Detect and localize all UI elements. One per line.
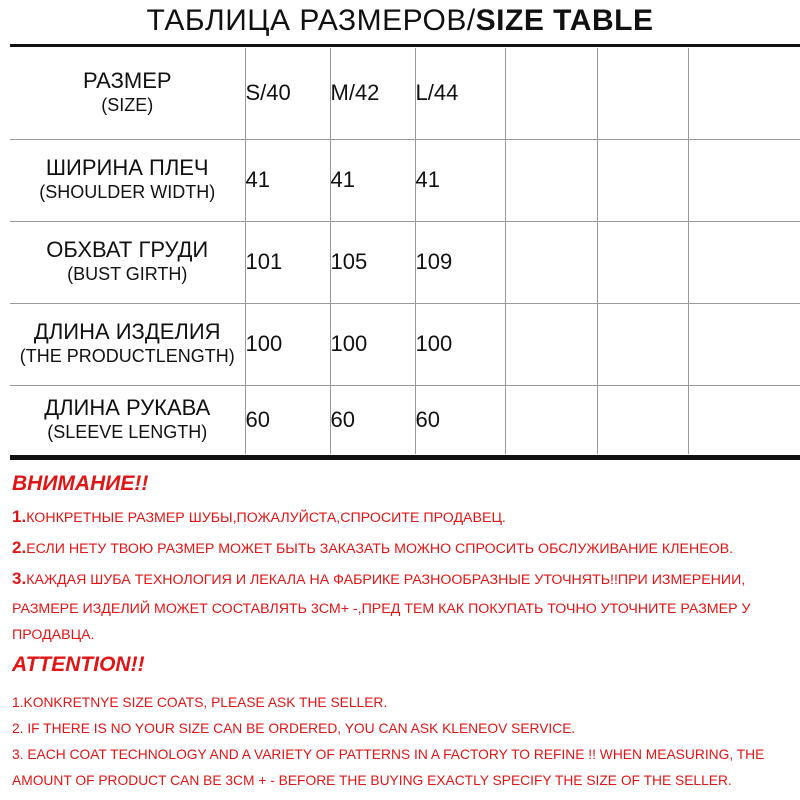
- size-header-cell: [10, 48, 245, 139]
- page-title: [0, 4, 800, 38]
- value-cell: 100: [415, 303, 505, 385]
- row-label: [10, 221, 245, 303]
- table-row: [10, 139, 800, 221]
- value-cell: 60: [415, 385, 505, 454]
- value-cell: 105: [330, 221, 415, 303]
- size-cell: [505, 48, 597, 139]
- notice-ru-num: 2.: [12, 538, 27, 557]
- notice-ru-text: КАЖДАЯ ШУБА ТЕХНОЛОГИЯ И ЛЕКАЛА НА ФАБРИКЕ РАЗНООБРАЗНЫЕ УТОЧНЯТЬ!!ПРИ ИЗМЕРЕНИИ,: [26, 572, 746, 588]
- notice-en-heading: ATTENTION!!: [12, 653, 145, 676]
- notice-en-line: AMOUNT OF PRODUCT CAN BE 3CM + - BEFORE THE BUYING EXACTLY SPECIFY THE SIZE OF THE SELLER.: [12, 773, 732, 788]
- row-label-ru: ШИРИНА ПЛЕЧ: [45, 155, 209, 180]
- notice-ru-item: [12, 569, 745, 589]
- value-cell: [688, 303, 800, 385]
- row-label-ru: ОБХВАТ ГРУДИ: [46, 237, 209, 262]
- size-header-ru: РАЗМЕР: [82, 68, 172, 94]
- value-cell: 101: [245, 221, 330, 303]
- title-en: SIZE TABLE: [475, 4, 654, 37]
- value-cell: 41: [415, 139, 505, 221]
- value-cell: [505, 221, 597, 303]
- notice-en-line: 1.KONKRETNYE SIZE COATS, PLEASE ASK THE SELLER.: [12, 695, 388, 710]
- notice-ru-text-line: ПРОДАВЦА.: [12, 627, 95, 643]
- row-label-en: (SLEEVE LENGTH): [47, 421, 208, 442]
- value-cell: 41: [245, 139, 330, 221]
- notice-ru-item: [12, 507, 506, 527]
- notice-en-line: 2. IF THERE IS NO YOUR SIZE CAN BE ORDERED, YOU CAN ASK KLENEOV SERVICE.: [12, 721, 576, 736]
- row-label: [10, 385, 245, 454]
- row-label: [10, 139, 245, 221]
- size-cell: [688, 48, 800, 139]
- value-cell: [505, 139, 597, 221]
- value-cell: [597, 221, 688, 303]
- notice-ru-text-line: РАЗМЕРЕ ИЗДЕЛИЙ МОЖЕТ СОСТАВЛЯТЬ 3СМ+ -,ПРЕД ТЕМ КАК ПОКУПАТЬ ТОЧНО УТОЧНИТЕ РАЗМЕР У: [12, 601, 751, 617]
- notice-ru-item: [12, 538, 733, 558]
- row-label-en: (SHOULDER WIDTH): [39, 182, 216, 202]
- value-cell: [597, 139, 688, 221]
- table-row: [10, 385, 800, 454]
- notice-ru-heading: ВНИМАНИЕ!!: [12, 472, 149, 495]
- row-label-en: (THE PRODUCTLENGTH): [19, 346, 235, 366]
- value-cell: [688, 385, 800, 454]
- value-cell: [505, 303, 597, 385]
- row-label-ru: ДЛИНА РУКАВА: [44, 394, 211, 420]
- row-label-en: (BUST GIRTH): [67, 264, 188, 284]
- notice-ru-num: 3.: [12, 569, 27, 588]
- table-header-row: [10, 48, 800, 139]
- title-ru: ТАБЛИЦА РАЗМЕРОВ/: [146, 4, 476, 37]
- value-cell: 100: [245, 303, 330, 385]
- row-label: [10, 303, 245, 385]
- value-cell: 100: [330, 303, 415, 385]
- size-cell: L/44: [415, 48, 505, 139]
- table-row: [10, 221, 800, 303]
- bottom-divider: [10, 455, 800, 460]
- size-cell: [597, 48, 688, 139]
- table-row: [10, 303, 800, 385]
- value-cell: [688, 221, 800, 303]
- size-header-en: (SIZE): [101, 95, 154, 116]
- value-cell: 60: [245, 385, 330, 454]
- top-divider: [10, 44, 800, 47]
- size-cell: M/42: [330, 48, 415, 139]
- size-table: [10, 48, 800, 454]
- notice-ru-text: КОНКРЕТНЫЕ РАЗМЕР ШУБЫ,ПОЖАЛУЙСТА,СПРОСИТЕ ПРОДАВЕЦ.: [26, 510, 506, 526]
- notice-ru-num: 1.: [12, 507, 27, 526]
- value-cell: [597, 385, 688, 454]
- notice-en-line: 3. EACH COAT TECHNOLOGY AND A VARIETY OF PATTERNS IN A FACTORY TO REFINE !! WHEN MEASURING, THE: [12, 747, 765, 762]
- row-label-ru: ДЛИНА ИЗДЕЛИЯ: [33, 319, 221, 344]
- notice-ru-text: ЕСЛИ НЕТУ ТВОЮ РАЗМЕР МОЖЕТ БЫТЬ ЗАКАЗАТЬ МОЖНО СПРОСИТЬ ОБСЛУЖИВАНИЕ КЛЕНЕОВ.: [26, 541, 734, 557]
- value-cell: 109: [415, 221, 505, 303]
- value-cell: 60: [330, 385, 415, 454]
- value-cell: [597, 303, 688, 385]
- value-cell: 41: [330, 139, 415, 221]
- value-cell: [505, 385, 597, 454]
- value-cell: [688, 139, 800, 221]
- size-cell: S/40: [245, 48, 330, 139]
